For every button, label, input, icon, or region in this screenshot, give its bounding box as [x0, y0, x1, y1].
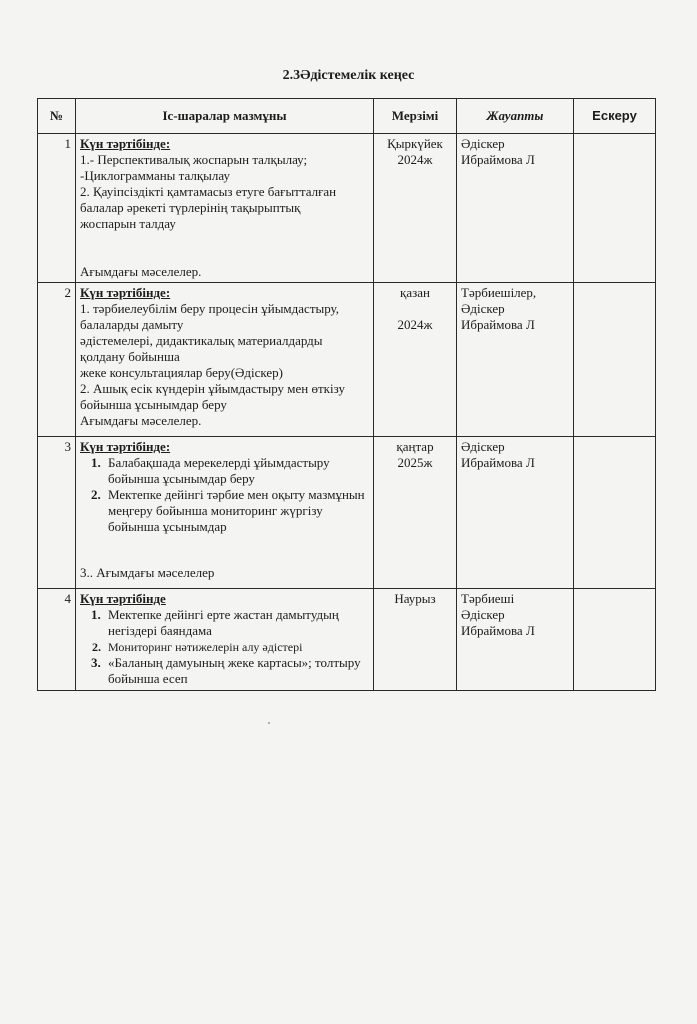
- row-content: [76, 134, 374, 283]
- agenda-list: [80, 607, 369, 687]
- row-term: [374, 283, 457, 437]
- header-responsible: Жауапты: [457, 99, 574, 134]
- responsible-line: Тәрбиеші: [461, 591, 515, 606]
- row-content: [76, 589, 374, 691]
- responsible-line: Ибраймова Л: [461, 317, 535, 332]
- spacer: [80, 535, 369, 565]
- term-month: Қыркүйек: [387, 136, 443, 151]
- header-content: Іс-шаралар мазмұны: [76, 99, 374, 134]
- list-item: 3. «Баланың дамуының жеке картасы»; толтыру бойынша есеп: [104, 655, 369, 687]
- term-month: Наурыз: [394, 591, 436, 606]
- content-line: жеке консультациялар беру(Әдіскер): [80, 365, 284, 380]
- content-line: қолдану бойынша: [80, 349, 180, 364]
- current-issues: Ағымдағы мәселелер.: [80, 413, 202, 428]
- content-line: 1.- Перспективалық жоспарын талқылау;: [80, 152, 308, 167]
- responsible-line: Ибраймова Л: [461, 623, 535, 638]
- plan-table: [37, 98, 656, 691]
- term-year: 2024ж: [397, 152, 433, 167]
- agenda-title: Күн тәртібінде: [80, 591, 166, 606]
- current-issues: 3.. Ағымдағы мәселелер: [80, 565, 215, 580]
- agenda-list: [80, 455, 369, 535]
- content-line: 2. Қауіпсіздікті қамтамасыз етуге бағытталған: [80, 184, 337, 199]
- table-row: [38, 589, 656, 691]
- row-content: [76, 437, 374, 589]
- term-year: 2024ж: [397, 317, 433, 332]
- row-number: 3: [38, 437, 76, 589]
- spacer: [80, 232, 369, 264]
- row-responsible: [457, 437, 574, 589]
- content-line: 1. тәрбиелеубілім беру процесін ұйымдастыру,: [80, 301, 340, 316]
- list-item: 1. Мектепке дейінгі ерте жастан дамытудың негіздері баяндама: [104, 607, 369, 639]
- responsible-line: Әдіскер: [461, 607, 505, 622]
- responsible-line: Ибраймова Л: [461, 455, 535, 470]
- content-line: әдістемелері, дидактикалық материалдарды: [80, 333, 323, 348]
- table-row: [38, 134, 656, 283]
- content-line: балалар әрекеті түрлерінің тақырыптық: [80, 200, 301, 215]
- row-note: [574, 283, 656, 437]
- row-term: [374, 437, 457, 589]
- responsible-line: Тәрбиешілер,: [461, 285, 537, 300]
- agenda-title: Күн тәртібінде:: [80, 136, 171, 151]
- row-term: [374, 134, 457, 283]
- responsible-line: Ибраймова Л: [461, 152, 535, 167]
- term-year: 2025ж: [397, 455, 433, 470]
- table-row: [38, 283, 656, 437]
- header-term: Мерзімі: [374, 99, 457, 134]
- row-term: [374, 589, 457, 691]
- row-responsible: [457, 589, 574, 691]
- row-note: [574, 437, 656, 589]
- content-line: балаларды дамыту: [80, 317, 184, 332]
- content-line: бойынша ұсынымдар беру: [80, 397, 227, 412]
- row-number: 4: [38, 589, 76, 691]
- term-month: қаңтар: [396, 439, 434, 454]
- row-content: [76, 283, 374, 437]
- list-item: 2. Мониторинг нәтижелерін алу әдістері: [104, 639, 369, 655]
- header-num: №: [38, 99, 76, 134]
- row-number: 1: [38, 134, 76, 283]
- row-responsible: [457, 283, 574, 437]
- spacer: [378, 301, 452, 317]
- content-line: 2. Ашық есік күндерін ұйымдастыру мен өткізу: [80, 381, 345, 396]
- row-note: [574, 134, 656, 283]
- responsible-line: Әдіскер: [461, 439, 505, 454]
- header-note: Ескеру: [574, 99, 656, 134]
- responsible-line: Әдіскер: [461, 301, 505, 316]
- agenda-title: Күн тәртібінде:: [80, 439, 171, 454]
- responsible-line: Әдіскер: [461, 136, 505, 151]
- row-responsible: [457, 134, 574, 283]
- content-line: -Циклограмманы талқылау: [80, 168, 231, 183]
- table-row: [38, 437, 656, 589]
- current-issues: Ағымдағы мәселелер.: [80, 264, 202, 279]
- scan-speck: [268, 722, 270, 724]
- row-number: 2: [38, 283, 76, 437]
- content-line: жоспарын талдау: [80, 216, 176, 231]
- list-item: 1. Балабақшада мерекелерді ұйымдастыру бойынша ұсынымдар беру: [104, 455, 369, 487]
- page-title: 2.3Әдістемелік кеңес: [282, 68, 415, 83]
- list-item: 2. Мектепке дейінгі тәрбие мен оқыту мазмұнын меңгеру бойынша мониторинг жүргізу бойынша ұсынымдар: [104, 487, 369, 535]
- table-header-row: [38, 99, 656, 134]
- term-month: қазан: [400, 285, 430, 300]
- row-note: [574, 589, 656, 691]
- agenda-title: Күн тәртібінде:: [80, 285, 171, 300]
